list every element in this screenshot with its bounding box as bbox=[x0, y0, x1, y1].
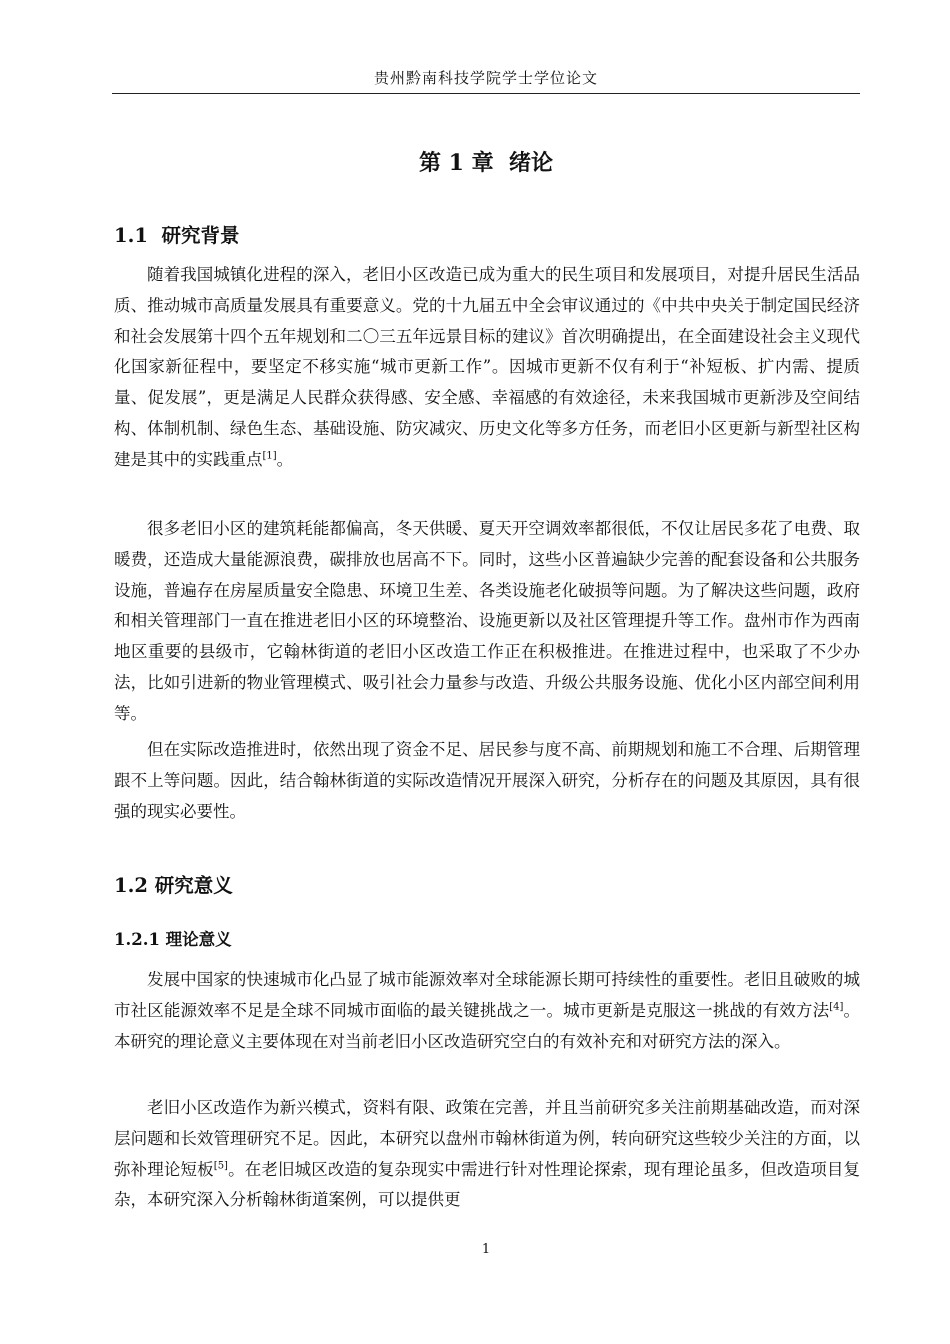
paragraph-theory-1 bbox=[114, 965, 860, 1057]
paragraph-tail: 。 bbox=[276, 449, 294, 469]
paragraph-tail: 。本研究的理论意义主要体现在对当前老旧小区改造研究空白的有效补充和对研究方法的深入。 bbox=[114, 1000, 861, 1051]
header-rule bbox=[112, 93, 860, 94]
running-header: 贵州黔南科技学院学士学位论文 bbox=[373, 69, 598, 87]
citation-marker: [1] bbox=[262, 450, 277, 462]
citation-marker: [5] bbox=[213, 1160, 228, 1172]
paragraph-tail: 。在老旧城区改造的复杂现实中需进行针对性理论探索，现有理论虽多，但改造项目复杂，本研究深入分析翰林街道案例，可以提供更 bbox=[114, 1159, 861, 1210]
paragraph-text: 随着我国城镇化进程的深入，老旧小区改造已成为重大的民生项目和发展项目，对提升居民生活品质、推动城市高质量发展具有重要意义。党的十九届五中全会审议通过的《中共中央关于制定国民经济和社会发展第十四个五年规划和二〇三五年远景目标的建议》首次明确提出，在全面建设社会主义现代化国家新征程中，要坚定不移实施“城市更新工作”。因城市更新不仅有利于“补短板、扩内需、提质量、促发展”，更是满足人民群众获得感、安全感、幸福感的有效途径，未来我国城市更新涉及空间结构、体制机制、绿色生态、基础设施、防灾减灾、历史文化等多方任务，而老旧小区更新与新型社区构建是其中的实践重点 bbox=[114, 265, 860, 469]
section-heading-1-2: 1.2 研究意义 bbox=[114, 874, 233, 897]
chapter-title: 第 1 章 绪论 bbox=[419, 150, 553, 176]
paragraph-background-2: 很多老旧小区的建筑耗能都偏高，冬天供暖、夏天开空调效率都很低，不仅让居民多花了电费、取暖费，还造成大量能源浪费，碳排放也居高不下。同时，这些小区普遍缺少完善的配套设备和公共服务设施，普遍存在房屋质量安全隐患、环境卫生差、各类设施老化破损等问题。为了解决这些问题，政府和相关管理部门一直在推进老旧小区的环境整治、设施更新以及社区管理提升等工作。盘州市作为西南地区重要的县级市，它翰林街道的老旧小区改造工作正在积极推进。在推进过程中，也采取了不少办法，比如引进新的物业管理模式、吸引社会力量参与改造、升级公共服务设施、优化小区内部空间利用等。 bbox=[114, 519, 860, 723]
paragraph-background-3: 但在实际改造推进时，依然出现了资金不足、居民参与度不高、前期规划和施工不合理、后期管理跟不上等问题。因此，结合翰林街道的实际改造情况开展深入研究，分析存在的问题及其原因，具有很强的现实必要性。 bbox=[114, 740, 860, 821]
page-number: 1 bbox=[481, 1242, 491, 1257]
paragraph-text: 老旧小区改造作为新兴模式，资料有限、政策在完善，并且当前研究多关注前期基础改造，而对深层问题和长效管理研究不足。因此，本研究以盘州市翰林街道为例，转向研究这些较少关注的方面，以弥补理论短板 bbox=[114, 1098, 860, 1179]
paragraph-theory-2 bbox=[114, 1093, 860, 1216]
paragraph-text: 发展中国家的快速城市化凸显了城市能源效率对全球能源长期可持续性的重要性。老旧且破败的城市社区能源效率不足是全球不同城市面临的最关键挑战之一。城市更新是克服这一挑战的有效方法 bbox=[114, 970, 860, 1020]
citation-marker: [4] bbox=[829, 1001, 844, 1013]
section-heading-1-1: 1.1 研究背景 bbox=[114, 224, 240, 247]
subsection-heading-1-2-1: 1.2.1 理论意义 bbox=[114, 930, 232, 949]
paragraph-background-1 bbox=[114, 260, 860, 476]
